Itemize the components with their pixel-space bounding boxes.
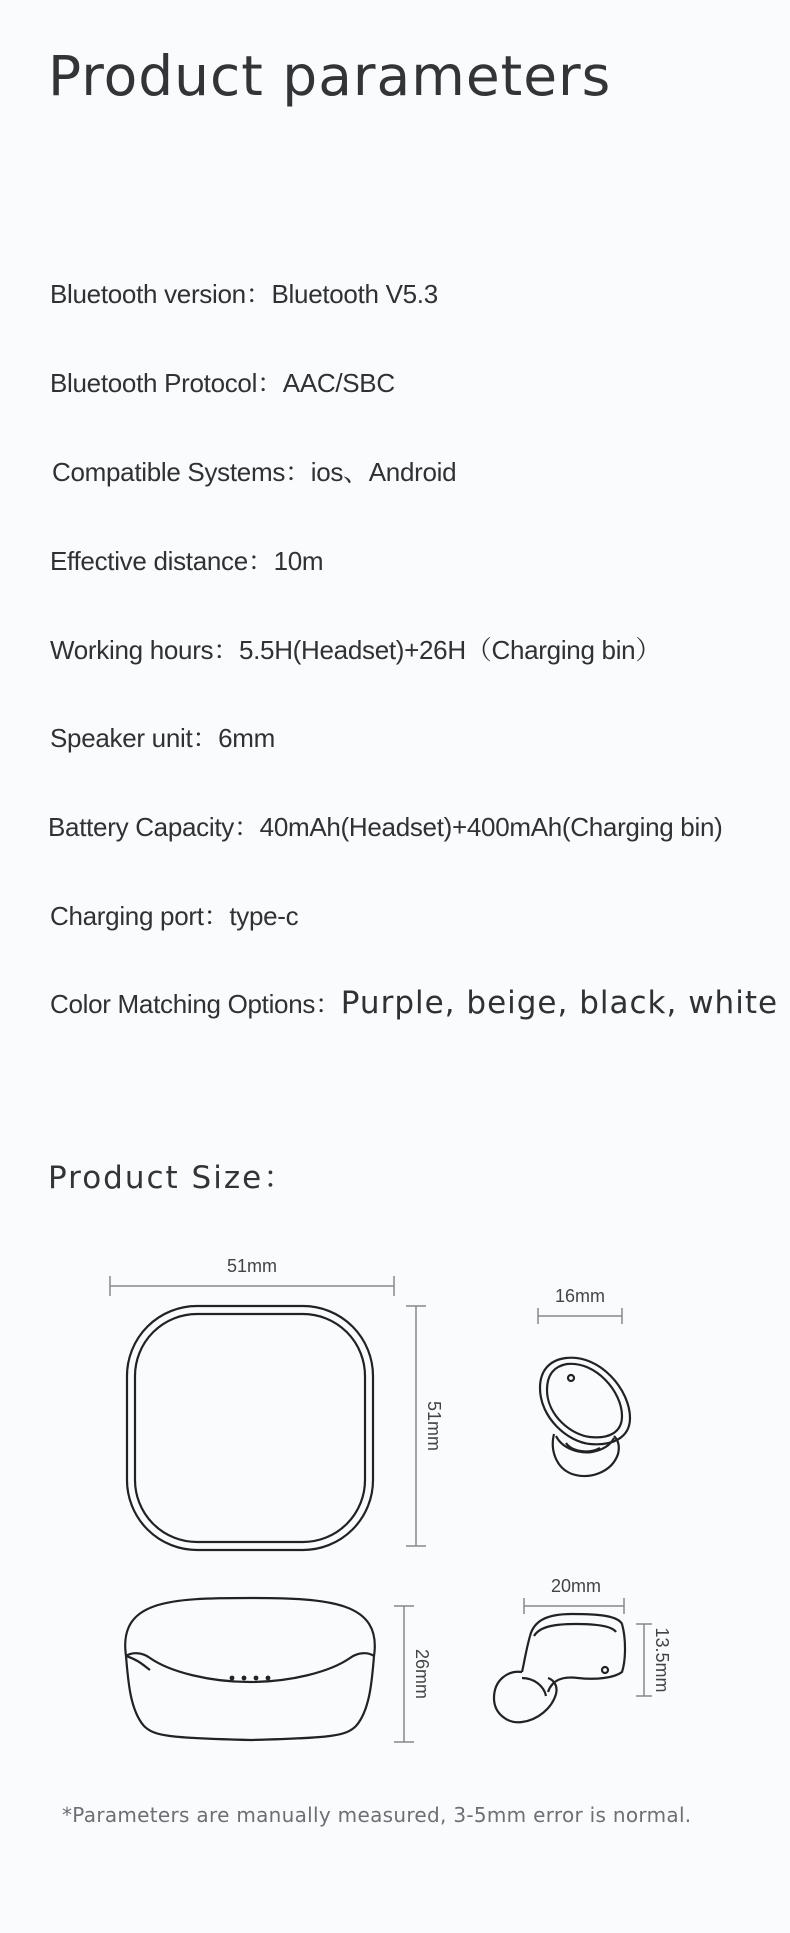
spec-speaker-unit: [50, 718, 275, 755]
spec-label: Working hours：: [50, 635, 239, 665]
case-height-dimension: [394, 1606, 414, 1742]
measurement-note: *Parameters are manually measured, 3-5mm error is normal.: [62, 1803, 692, 1827]
spec-charging-port: [50, 896, 298, 933]
case-indicator-leds: [230, 1676, 271, 1681]
spec-effective-distance: [50, 541, 323, 578]
spec-label: Compatible Systems：: [52, 457, 311, 487]
earbud-side-view: [494, 1614, 625, 1722]
spec-label: Charging port：: [50, 901, 230, 931]
spec-value: Purple, beige, black, white: [340, 985, 779, 1021]
spec-value: type-c: [229, 901, 299, 931]
spec-value: Bluetooth V5.3: [271, 279, 438, 309]
spec-label: Color Matching Options：: [50, 989, 341, 1019]
earbud-height-label: 13.5mm: [652, 1627, 672, 1693]
spec-working-hours: [50, 630, 661, 667]
earbud-length-dimension: [524, 1598, 624, 1614]
spec-value: AAC/SBC: [282, 368, 395, 398]
case-top-view: [127, 1306, 373, 1550]
spec-label: Battery Capacity：: [48, 812, 260, 842]
case-side-view: [125, 1598, 375, 1740]
page-title: Product parameters: [48, 44, 612, 108]
spec-value: 5.5H(Headset)+26H（Charging bin）: [238, 635, 662, 665]
size-section-title: Product Size：: [48, 1160, 297, 1196]
case-width-label: 51mm: [226, 1256, 278, 1276]
case-depth-label: 51mm: [424, 1400, 444, 1452]
spec-bluetooth-protocol: [50, 363, 395, 400]
earbud-front-view: [540, 1358, 630, 1476]
case-height-label: 26mm: [412, 1648, 432, 1700]
earbud-length-label: 20mm: [550, 1576, 602, 1596]
spec-bluetooth-version: [50, 274, 438, 311]
spec-color-options: [50, 984, 778, 1021]
case-width-dimension: [110, 1276, 394, 1296]
spec-compatible-systems: [52, 452, 456, 489]
spec-value: 40mAh(Headset)+400mAh(Charging bin): [259, 812, 723, 842]
spec-value: 6mm: [218, 723, 275, 753]
spec-value: ios、Android: [310, 457, 457, 487]
spec-label: Effective distance：: [50, 546, 274, 576]
spec-label: Bluetooth Protocol：: [50, 368, 283, 398]
case-depth-dimension: [406, 1306, 426, 1546]
size-diagram: [0, 1240, 790, 1780]
earbud-height-dimension: [636, 1624, 652, 1696]
earbud-width-dimension: [538, 1308, 622, 1324]
spec-label: Speaker unit：: [50, 723, 219, 753]
spec-label: Bluetooth version：: [50, 279, 272, 309]
spec-value: 10m: [273, 546, 324, 576]
earbud-width-label: 16mm: [554, 1286, 606, 1306]
spec-battery-capacity: [48, 807, 722, 844]
